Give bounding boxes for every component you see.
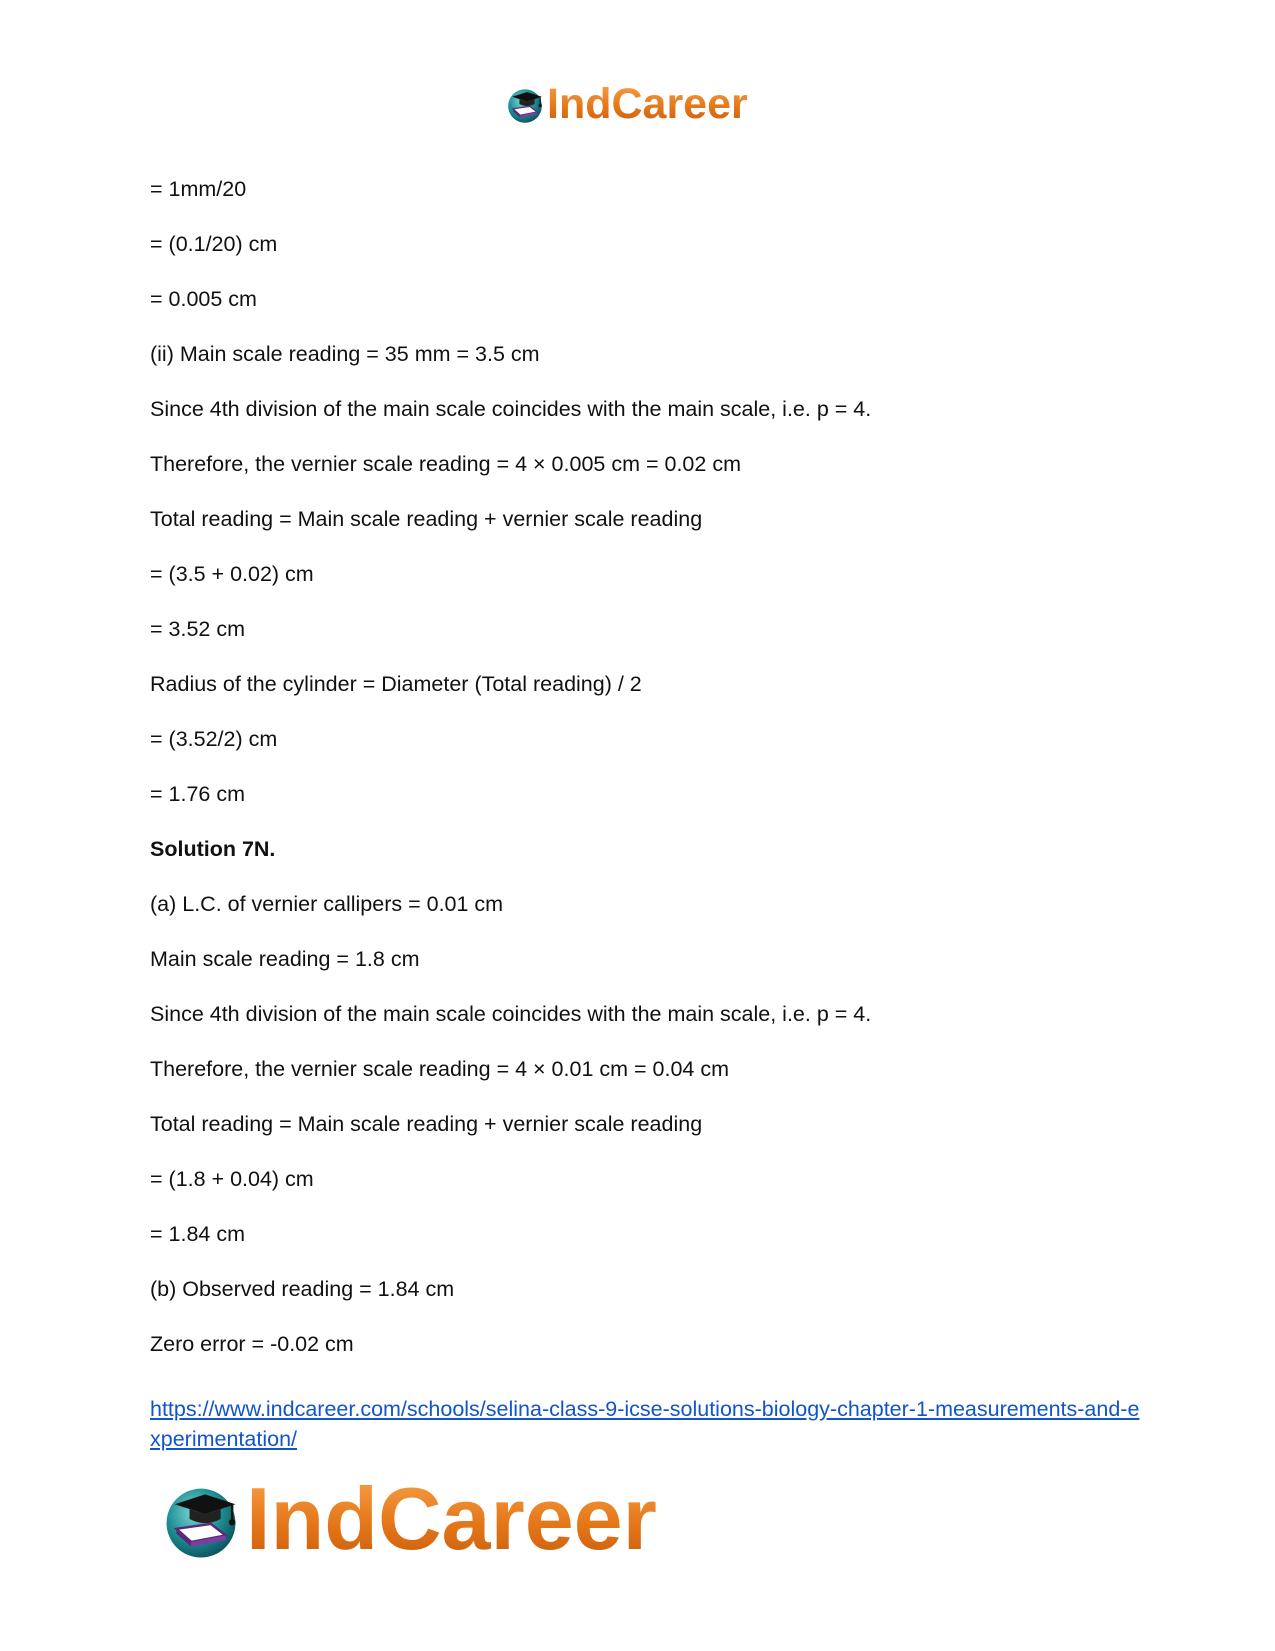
text-line: = 1.84 cm bbox=[150, 1222, 246, 1246]
footer-logo-text: IndCareer bbox=[246, 1469, 657, 1568]
text-line: Therefore, the vernier scale reading = 4 × 0.01 cm = 0.04 cm bbox=[150, 1057, 730, 1081]
footer-logo bbox=[160, 1470, 657, 1568]
graduation-cap-book-globe-icon bbox=[505, 84, 545, 124]
source-link[interactable]: https://www.indcareer.com/schools/selina-class-9-icse-solutions-biology-chapter-1-measurements-and-experimentation/ bbox=[150, 1397, 1140, 1451]
text-line: = 0.005 cm bbox=[150, 287, 257, 311]
text-line: = 1mm/20 bbox=[150, 177, 247, 201]
document-body bbox=[150, 176, 1130, 1386]
text-line: Since 4th division of the main scale coincides with the main scale, i.e. p = 4. bbox=[150, 1002, 872, 1026]
graduation-cap-book-globe-icon bbox=[160, 1478, 242, 1560]
text-line: Zero error = -0.02 cm bbox=[150, 1332, 354, 1356]
text-line: (a) L.C. of vernier callipers = 0.01 cm bbox=[150, 892, 504, 916]
text-line: = (1.8 + 0.04) cm bbox=[150, 1167, 314, 1191]
text-line: (b) Observed reading = 1.84 cm bbox=[150, 1277, 455, 1301]
text-line: Therefore, the vernier scale reading = 4 × 0.005 cm = 0.02 cm bbox=[150, 452, 741, 476]
text-line: = 1.76 cm bbox=[150, 782, 246, 806]
text-line: = 3.52 cm bbox=[150, 617, 246, 641]
text-line: = (3.5 + 0.02) cm bbox=[150, 562, 314, 586]
header-logo bbox=[505, 78, 748, 130]
text-line: Total reading = Main scale reading + vernier scale reading bbox=[150, 507, 703, 531]
text-line: = (3.52/2) cm bbox=[150, 727, 278, 751]
text-line: Radius of the cylinder = Diameter (Total reading) / 2 bbox=[150, 672, 642, 696]
text-line: = (0.1/20) cm bbox=[150, 232, 278, 256]
text-line: (ii) Main scale reading = 35 mm = 3.5 cm bbox=[150, 342, 540, 366]
text-line: Since 4th division of the main scale coincides with the main scale, i.e. p = 4. bbox=[150, 397, 872, 421]
header-logo-text: IndCareer bbox=[547, 79, 748, 128]
text-line: Main scale reading = 1.8 cm bbox=[150, 947, 420, 971]
section-heading: Solution 7N. bbox=[150, 837, 276, 861]
text-line: Total reading = Main scale reading + vernier scale reading bbox=[150, 1112, 703, 1136]
